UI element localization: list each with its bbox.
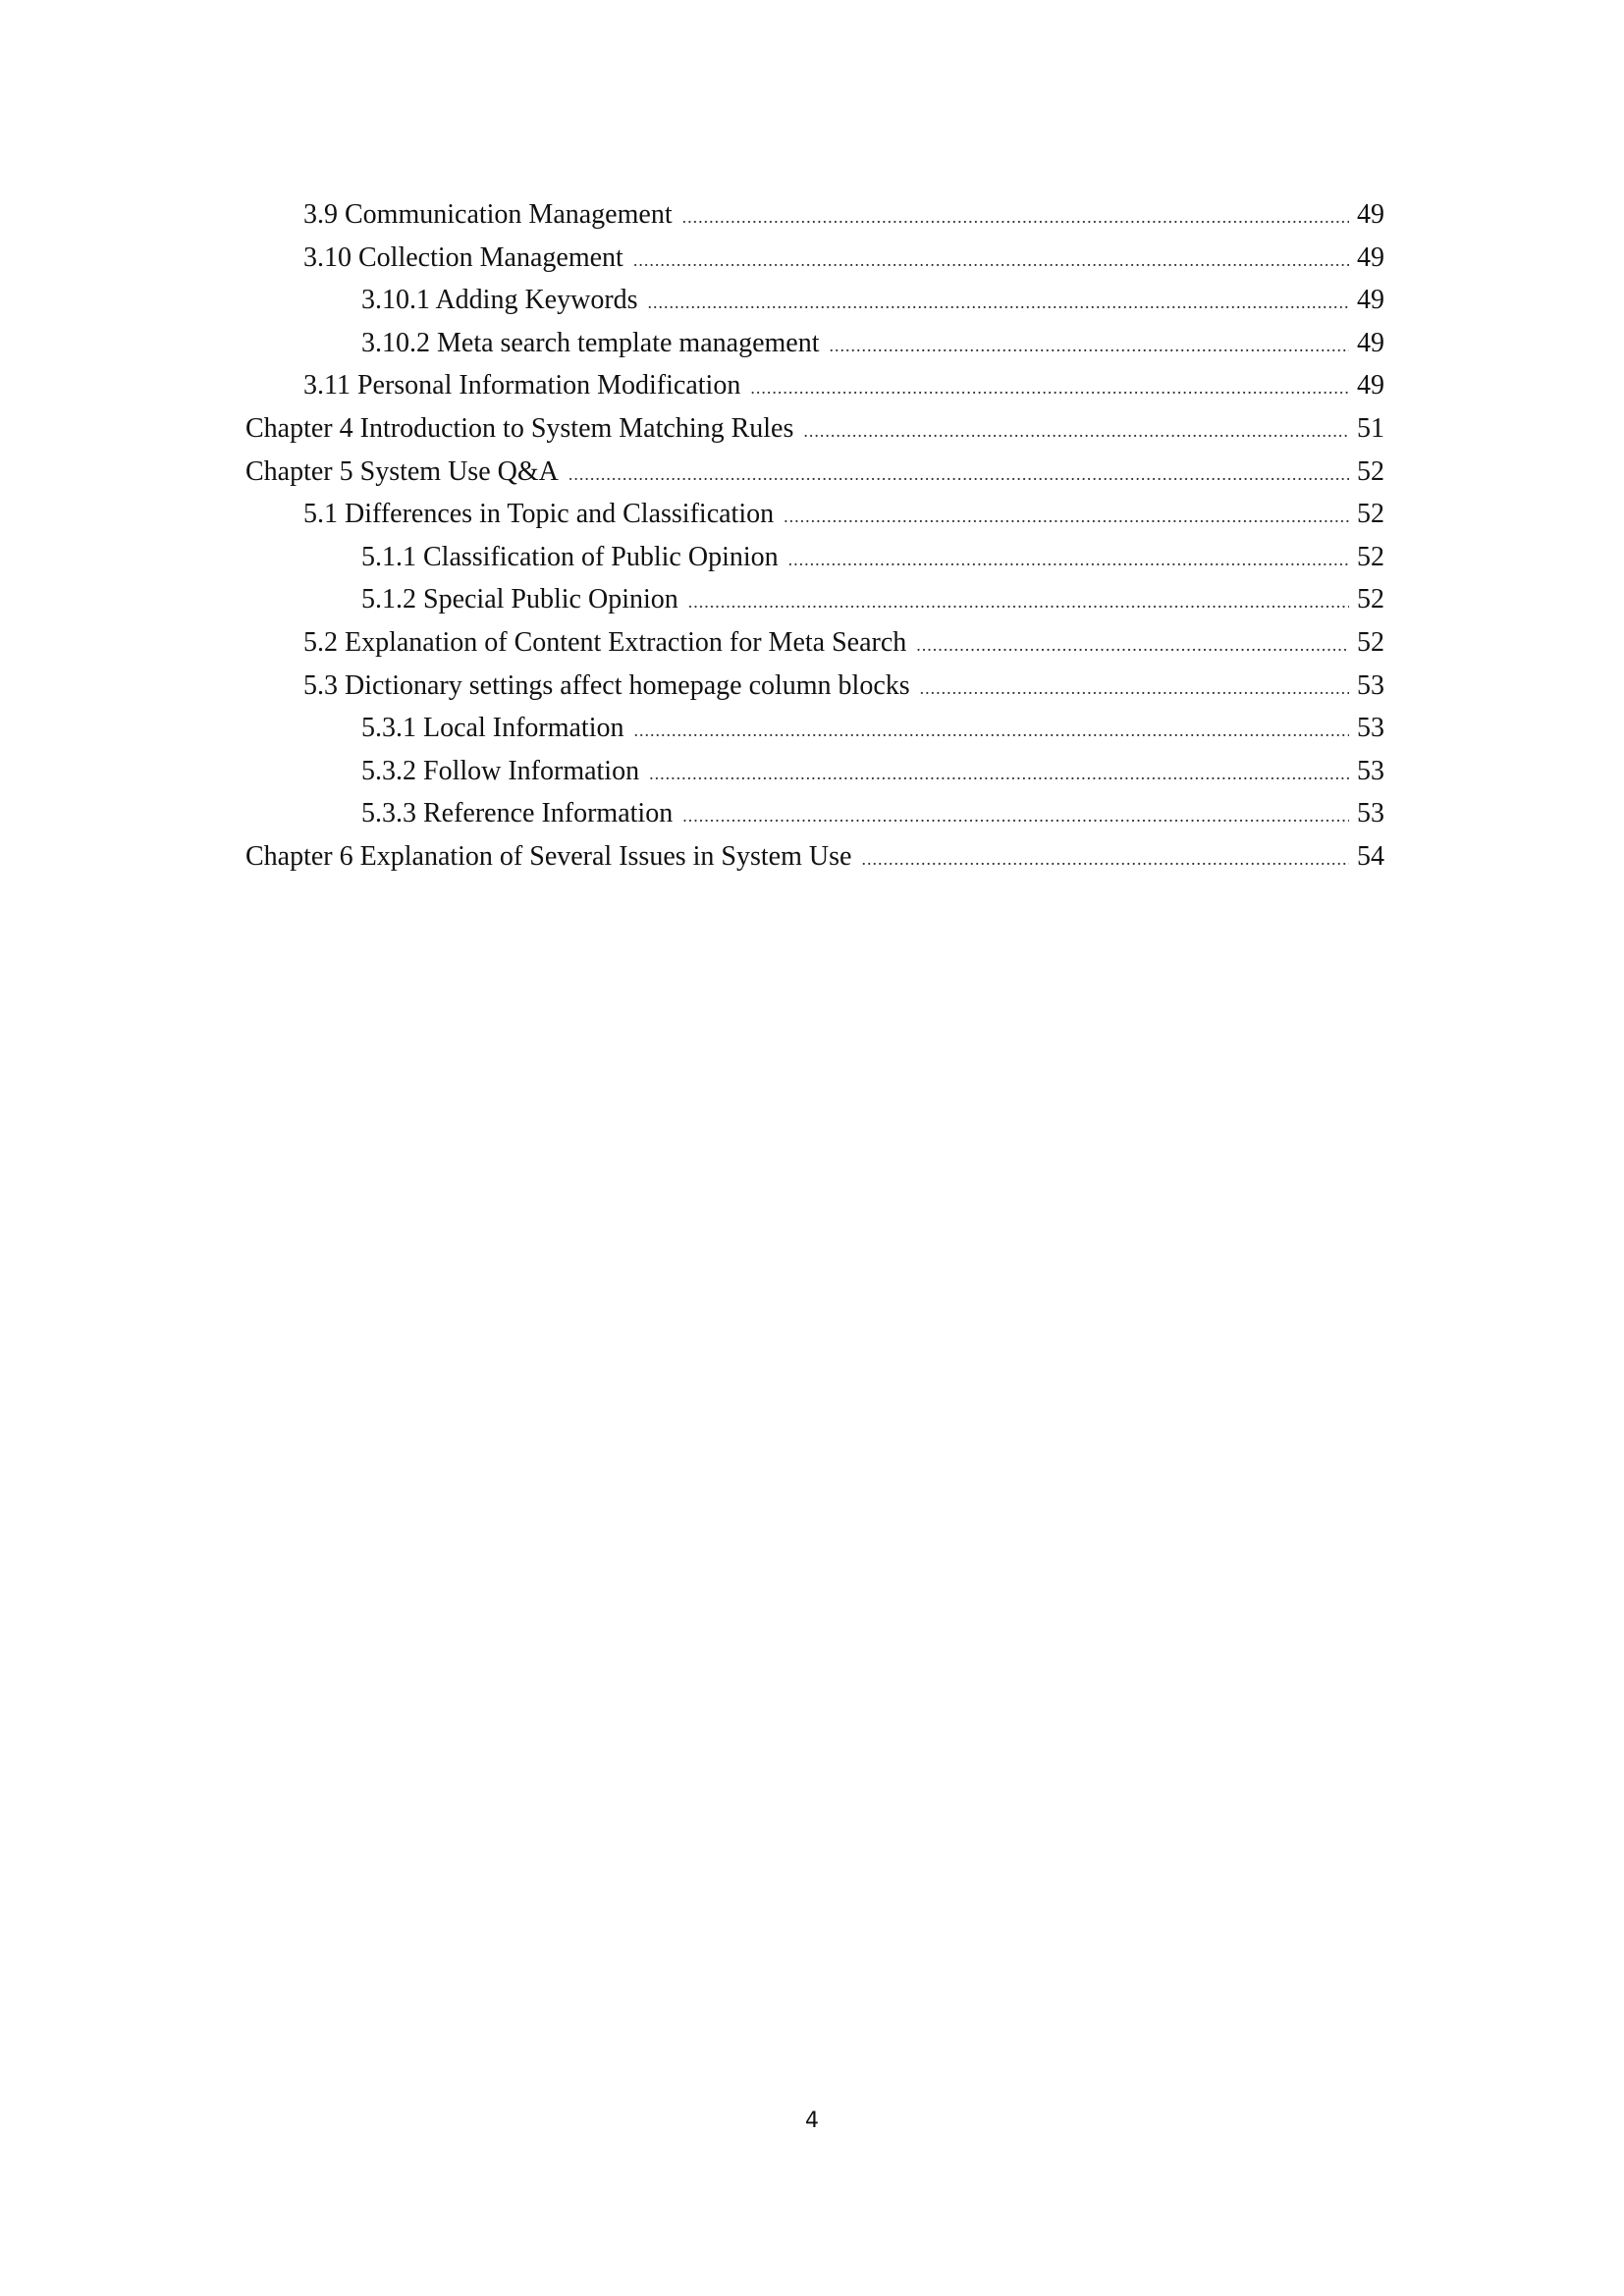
toc-entry-page: 51 [1357, 412, 1384, 444]
toc-dot-leader [648, 293, 1349, 313]
toc-entry[interactable] [245, 499, 1384, 542]
toc-dot-leader [750, 378, 1349, 399]
toc-entry[interactable] [245, 798, 1384, 841]
toc-entry-page: 49 [1357, 241, 1384, 273]
toc-entry[interactable] [245, 841, 1384, 884]
toc-entry-page: 52 [1357, 626, 1384, 658]
toc-dot-leader [568, 464, 1349, 485]
toc-dot-leader [829, 336, 1349, 356]
toc-entry-title: Chapter 5 System Use Q&A [245, 455, 559, 487]
toc-entry[interactable] [245, 285, 1384, 328]
toc-entry-page: 52 [1357, 584, 1384, 615]
page-number: 4 [805, 2109, 819, 2133]
toc-entry-page: 49 [1357, 370, 1384, 401]
toc-entry-page: 53 [1357, 713, 1384, 744]
toc-dot-leader [788, 550, 1349, 570]
toc-dot-leader [861, 849, 1349, 870]
toc-entry-title: 3.11 Personal Information Modification [303, 370, 741, 401]
toc-entry-title: 5.1.1 Classification of Public Opinion [361, 541, 779, 572]
toc-entry-page: 53 [1357, 669, 1384, 701]
toc-entry[interactable] [245, 627, 1384, 670]
toc-entry-title: Chapter 4 Introduction to System Matching Rules [245, 412, 794, 444]
table-of-contents [245, 199, 1384, 884]
toc-dot-leader [682, 207, 1349, 228]
toc-entry-title: 5.3 Dictionary settings affect homepage column blocks [303, 669, 910, 701]
toc-entry-title: 5.3.1 Local Information [361, 713, 624, 744]
toc-entry-title: 5.3.2 Follow Information [361, 755, 640, 786]
toc-dot-leader [920, 678, 1349, 699]
toc-entry-title: 5.1.2 Special Public Opinion [361, 584, 678, 615]
toc-entry[interactable] [245, 413, 1384, 456]
toc-entry-page: 52 [1357, 455, 1384, 487]
toc-entry-page: 54 [1357, 840, 1384, 872]
toc-entry-page: 53 [1357, 755, 1384, 786]
toc-entry-page: 52 [1357, 541, 1384, 572]
toc-dot-leader [784, 507, 1349, 527]
toc-dot-leader [916, 635, 1349, 656]
toc-entry-title: 3.10.2 Meta search template management [361, 327, 820, 358]
toc-dot-leader [633, 721, 1349, 741]
toc-entry-title: 5.3.3 Reference Information [361, 798, 674, 829]
toc-entry[interactable] [245, 242, 1384, 286]
toc-entry-title: Chapter 6 Explanation of Several Issues in System Use [245, 840, 852, 872]
toc-entry[interactable] [245, 542, 1384, 585]
toc-dot-leader [803, 421, 1349, 442]
toc-entry[interactable] [245, 756, 1384, 799]
toc-entry-title: 5.2 Explanation of Content Extraction for Meta Search [303, 626, 907, 658]
toc-entry[interactable] [245, 199, 1384, 242]
toc-entry-title: 3.10.1 Adding Keywords [361, 285, 638, 316]
toc-entry-page: 52 [1357, 499, 1384, 530]
toc-entry-title: 3.10 Collection Management [303, 241, 623, 273]
toc-entry[interactable] [245, 456, 1384, 500]
toc-dot-leader [649, 764, 1349, 784]
toc-entry-title: 3.9 Communication Management [303, 199, 673, 230]
toc-entry[interactable] [245, 713, 1384, 756]
toc-dot-leader [633, 250, 1349, 271]
toc-entry-title: 5.1 Differences in Topic and Classification [303, 499, 775, 530]
toc-entry[interactable] [245, 328, 1384, 371]
toc-entry-page: 49 [1357, 327, 1384, 358]
toc-entry-page: 53 [1357, 798, 1384, 829]
toc-entry[interactable] [245, 670, 1384, 714]
toc-entry[interactable] [245, 370, 1384, 413]
toc-dot-leader [688, 592, 1349, 613]
toc-dot-leader [682, 806, 1349, 827]
toc-entry-page: 49 [1357, 199, 1384, 230]
toc-entry-page: 49 [1357, 285, 1384, 316]
toc-entry[interactable] [245, 584, 1384, 627]
